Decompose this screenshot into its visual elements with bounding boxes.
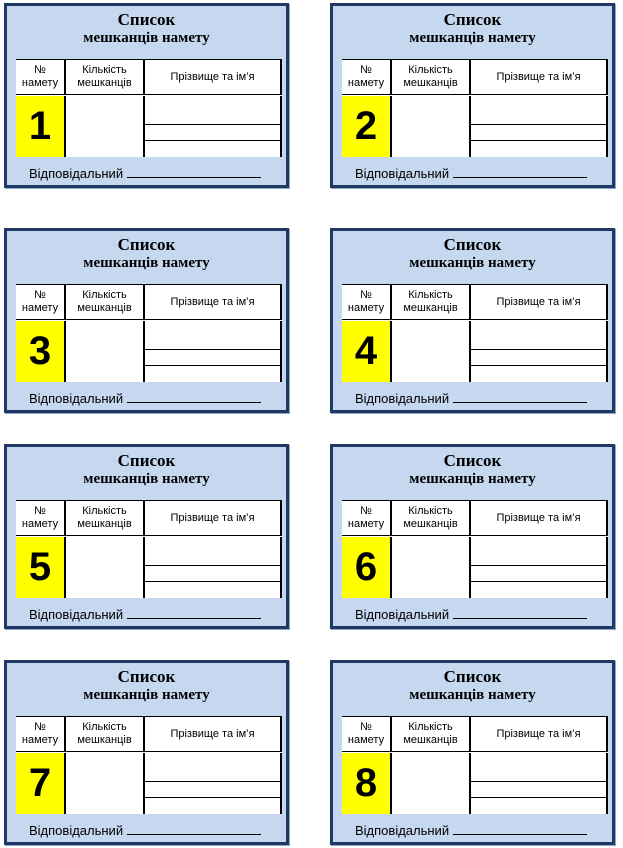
header-full-name: Прізвище та ім’я — [143, 285, 282, 320]
full-name-cell — [143, 753, 282, 814]
responsible-blank — [127, 390, 261, 403]
card-subtitle: мешканців намету — [409, 30, 536, 46]
responsible-row — [29, 822, 261, 839]
header-full-name: Прізвище та ім’я — [469, 501, 608, 536]
tent-number: 6 — [342, 537, 390, 598]
residents-table — [342, 59, 608, 157]
responsible-label: Відповідальний — [355, 607, 450, 622]
responsible-label: Відповідальний — [29, 391, 124, 406]
residents-count-cell — [390, 96, 469, 157]
residents-table — [16, 500, 282, 598]
tent-number: 8 — [342, 753, 390, 814]
residents-count-cell — [64, 753, 143, 814]
responsible-label: Відповідальний — [29, 823, 124, 838]
name-line — [145, 565, 280, 566]
tent-card — [4, 3, 289, 188]
residents-table — [342, 716, 608, 814]
header-residents-count: Кількість мешканців — [64, 285, 143, 320]
residents-table — [342, 500, 608, 598]
card-title: Список — [117, 667, 176, 686]
name-line — [145, 581, 280, 582]
responsible-blank — [127, 606, 261, 619]
full-name-cell — [469, 96, 608, 157]
name-line — [145, 349, 280, 350]
responsible-label: Відповідальний — [29, 607, 124, 622]
header-tent-number: № намету — [16, 717, 64, 752]
tent-card — [330, 228, 615, 413]
full-name-cell — [143, 321, 282, 382]
header-tent-number: № намету — [342, 60, 390, 95]
full-name-cell — [469, 537, 608, 598]
tent-card — [330, 660, 615, 845]
card-subtitle: мешканців намету — [83, 30, 210, 46]
header-full-name: Прізвище та ім’я — [469, 60, 608, 95]
responsible-label: Відповідальний — [355, 391, 450, 406]
residents-count-cell — [390, 537, 469, 598]
card-title: Список — [443, 235, 502, 254]
responsible-row — [355, 606, 587, 623]
header-residents-count: Кількість мешканців — [64, 60, 143, 95]
header-residents-count: Кількість мешканців — [390, 717, 469, 752]
header-full-name: Прізвище та ім’я — [469, 717, 608, 752]
name-line — [471, 781, 606, 782]
residents-table — [16, 59, 282, 157]
name-line — [471, 581, 606, 582]
residents-count-cell — [64, 537, 143, 598]
tent-card — [4, 660, 289, 845]
card-subtitle: мешканців намету — [409, 255, 536, 271]
tent-card — [330, 444, 615, 629]
name-line — [471, 349, 606, 350]
header-tent-number: № намету — [342, 717, 390, 752]
header-tent-number: № намету — [16, 285, 64, 320]
card-title: Список — [117, 451, 176, 470]
header-tent-number: № намету — [342, 285, 390, 320]
name-line — [471, 565, 606, 566]
residents-table — [342, 284, 608, 382]
responsible-blank — [453, 165, 587, 178]
header-full-name: Прізвище та ім’я — [143, 717, 282, 752]
header-tent-number: № намету — [16, 60, 64, 95]
residents-count-cell — [64, 321, 143, 382]
card-title: Список — [443, 451, 502, 470]
responsible-row — [355, 390, 587, 407]
responsible-blank — [453, 606, 587, 619]
responsible-row — [355, 822, 587, 839]
header-tent-number: № намету — [16, 501, 64, 536]
responsible-blank — [453, 390, 587, 403]
residents-count-cell — [390, 321, 469, 382]
card-title: Список — [443, 667, 502, 686]
responsible-row — [355, 165, 587, 182]
card-subtitle: мешканців намету — [83, 687, 210, 703]
card-title: Список — [117, 235, 176, 254]
tent-number: 3 — [16, 321, 64, 382]
header-residents-count: Кількість мешканців — [390, 285, 469, 320]
tent-number: 7 — [16, 753, 64, 814]
tent-card — [4, 444, 289, 629]
card-subtitle: мешканців намету — [409, 687, 536, 703]
residents-table — [16, 716, 282, 814]
tent-number: 5 — [16, 537, 64, 598]
responsible-row — [29, 606, 261, 623]
responsible-label: Відповідальний — [355, 823, 450, 838]
full-name-cell — [143, 96, 282, 157]
name-line — [145, 140, 280, 141]
name-line — [145, 124, 280, 125]
tent-number: 4 — [342, 321, 390, 382]
card-title: Список — [117, 10, 176, 29]
tent-number: 2 — [342, 96, 390, 157]
name-line — [145, 797, 280, 798]
header-residents-count: Кількість мешканців — [64, 717, 143, 752]
tent-number: 1 — [16, 96, 64, 157]
full-name-cell — [469, 321, 608, 382]
card-subtitle: мешканців намету — [83, 471, 210, 487]
name-line — [471, 140, 606, 141]
name-line — [145, 365, 280, 366]
tent-card — [330, 3, 615, 188]
residents-count-cell — [390, 753, 469, 814]
tent-card — [4, 228, 289, 413]
name-line — [145, 781, 280, 782]
responsible-blank — [453, 822, 587, 835]
full-name-cell — [143, 537, 282, 598]
responsible-row — [29, 165, 261, 182]
responsible-row — [29, 390, 261, 407]
card-subtitle: мешканців намету — [83, 255, 210, 271]
header-full-name: Прізвище та ім’я — [469, 285, 608, 320]
residents-table — [16, 284, 282, 382]
header-full-name: Прізвище та ім’я — [143, 501, 282, 536]
card-title: Список — [443, 10, 502, 29]
name-line — [471, 124, 606, 125]
full-name-cell — [469, 753, 608, 814]
name-line — [471, 797, 606, 798]
responsible-blank — [127, 165, 261, 178]
header-residents-count: Кількість мешканців — [390, 501, 469, 536]
name-line — [471, 365, 606, 366]
responsible-blank — [127, 822, 261, 835]
card-subtitle: мешканців намету — [409, 471, 536, 487]
header-residents-count: Кількість мешканців — [390, 60, 469, 95]
responsible-label: Відповідальний — [29, 166, 124, 181]
residents-count-cell — [64, 96, 143, 157]
header-residents-count: Кількість мешканців — [64, 501, 143, 536]
header-tent-number: № намету — [342, 501, 390, 536]
responsible-label: Відповідальний — [355, 166, 450, 181]
header-full-name: Прізвище та ім’я — [143, 60, 282, 95]
